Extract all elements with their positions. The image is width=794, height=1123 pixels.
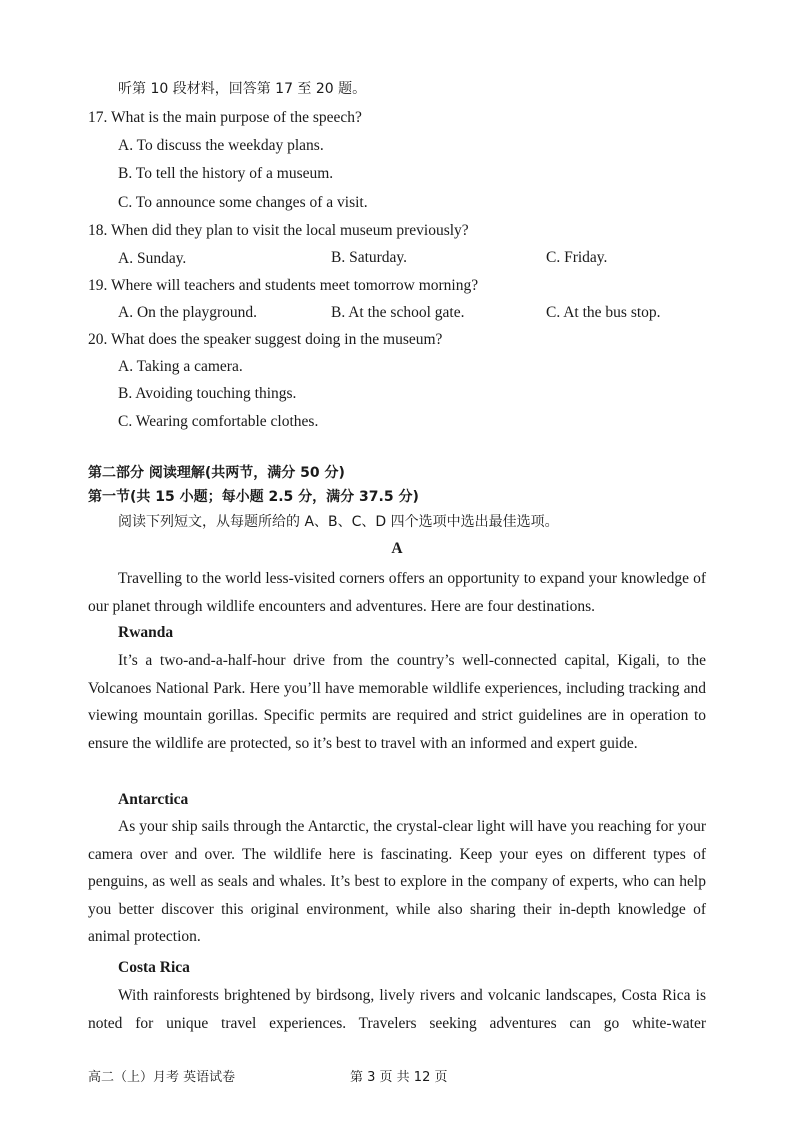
question-17-option-b: B. To tell the history of a museum. xyxy=(118,165,334,182)
question-19-stem: 19. Where will teachers and students meet tomorrow morning? xyxy=(88,277,479,294)
destination-text-rwanda: It’s a two-and-a-half-hour drive from the country’s well-connected capital, Kigali, to the Volcanoes National Park. Here you’ll have memorable wildlife experiences, including tracking and viewing mountain gorillas. Specific permits are required and strict guidelines are in operation to ensure the wildlife are protected, so it’s best to travel with an informed and expert guide. xyxy=(88,652,706,752)
question-19-option-b: B. At the school gate. xyxy=(331,304,465,321)
question-20-option-c: C. Wearing comfortable clothes. xyxy=(118,413,319,430)
question-18-stem: 18. When did they plan to visit the local museum previously? xyxy=(88,222,469,239)
question-18-option-b: B. Saturday. xyxy=(331,249,408,266)
question-19-option-a: A. On the playground. xyxy=(118,304,258,321)
question-20-option-a: A. Taking a camera. xyxy=(118,358,243,375)
passage-intro: Travelling to the world less-visited corners offers an opportunity to expand your knowledge of our planet through wildlife encounters and adventures. Here are four destinations. xyxy=(88,570,706,615)
reading-instruction: 阅读下列短文，从每题所给的 A、B、C、D 四个选项中选出最佳选项。 xyxy=(118,514,559,530)
question-18-option-c: C. Friday. xyxy=(546,249,608,266)
listening-instruction: 听第 10 段材料，回答第 17 至 20 题。 xyxy=(118,81,367,97)
reading-part-title: 第二部分 阅读理解(共两节，满分 50 分) xyxy=(88,465,345,481)
destination-text-antarctica: As your ship sails through the Antarctic, the crystal-clear light will have you reaching for your camera over and over. The wildlife here is fascinating. Keep your eyes on different types of penguins, as well as seals and whales. It’s best to explore in the company of experts, who can help you better discover this original environment, while also sharing their in-depth knowledge of animal protection. xyxy=(88,818,706,945)
destination-text-costa-rica: With rainforests brightened by birdsong, lively rivers and volcanic landscapes, Costa Rica is noted for unique travel experiences. Travelers seeking adventures can go white-water xyxy=(88,987,706,1032)
question-18-option-a: A. Sunday. xyxy=(118,250,187,267)
reading-section-title: 第一节(共 15 小题；每小题 2.5 分，满分 37.5 分) xyxy=(88,489,419,505)
question-17-option-a: A. To discuss the weekday plans. xyxy=(118,137,324,154)
question-19-option-c: C. At the bus stop. xyxy=(546,304,661,321)
footer-page-number: 第 3 页 共 12 页 xyxy=(350,1070,448,1085)
destination-heading-costa-rica: Costa Rica xyxy=(118,959,190,976)
destination-heading-rwanda: Rwanda xyxy=(118,624,174,641)
destination-heading-antarctica: Antarctica xyxy=(118,791,189,808)
question-17-stem: 17. What is the main purpose of the speech? xyxy=(88,109,362,126)
question-20-option-b: B. Avoiding touching things. xyxy=(118,385,297,402)
passage-label: A xyxy=(391,540,403,557)
question-20-stem: 20. What does the speaker suggest doing in the museum? xyxy=(88,331,443,348)
footer-exam-title: 高二（上）月考 英语试卷 xyxy=(88,1070,236,1085)
question-17-option-c: C. To announce some changes of a visit. xyxy=(118,194,368,211)
